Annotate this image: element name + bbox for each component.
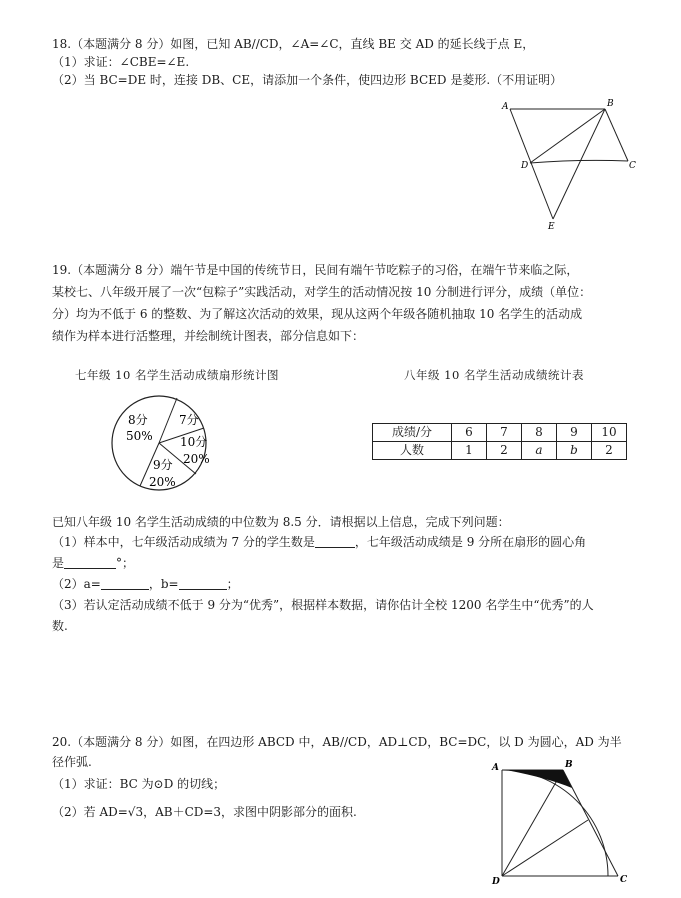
pie-slice-9-pct: 20% bbox=[149, 475, 176, 489]
label-a: A bbox=[492, 763, 499, 773]
answer-blank-a[interactable] bbox=[101, 577, 149, 590]
table-header-cell: 7 bbox=[487, 424, 522, 442]
arc-centered-d bbox=[502, 770, 608, 876]
table-cell: 2 bbox=[487, 442, 522, 460]
table-title: 八年级 10 名学生活动成绩统计表 bbox=[404, 368, 584, 382]
q20-figure bbox=[488, 758, 638, 888]
grade8-stats-table bbox=[372, 423, 627, 460]
q19-line2: 某校七、八年级开展了一次“包粽子”实践活动，对学生的活动情况按 10 分制进行评分，成绩（单位： bbox=[52, 285, 592, 299]
label-b: B bbox=[565, 760, 573, 770]
q19-sub1-text-a: （1）样本中，七年级活动成绩为 7 分的学生数是 bbox=[52, 535, 315, 549]
table-header-cell: 9 bbox=[557, 424, 592, 442]
segment-bc bbox=[605, 109, 628, 161]
table-header-row bbox=[373, 424, 627, 442]
q18-line2: （1）求证：∠CBE=∠E. bbox=[52, 55, 190, 69]
label-d: D bbox=[492, 877, 500, 887]
table-header-cell: 8 bbox=[522, 424, 557, 442]
label-e: E bbox=[548, 222, 555, 232]
q19-sub1-text-b: ，七年级活动成绩是 9 分所在扇形的圆心角 bbox=[354, 535, 587, 549]
label-c: C bbox=[620, 875, 628, 885]
table-header-cell: 成绩/分 bbox=[373, 424, 452, 442]
q19-sub1-text-c: 是 bbox=[52, 556, 65, 570]
label-d: D bbox=[521, 161, 529, 171]
segment-dc bbox=[530, 160, 628, 163]
table-cell: 1 bbox=[452, 442, 487, 460]
q20-line3: （1）求证：BC 为⊙D 的切线； bbox=[52, 777, 226, 791]
pie-divider-8-7 bbox=[159, 398, 177, 443]
pie-chart bbox=[100, 392, 220, 496]
segment-be bbox=[553, 109, 605, 219]
q19-sub1-line bbox=[52, 534, 586, 550]
answer-blank-angle[interactable] bbox=[64, 556, 116, 569]
shaded-region bbox=[506, 770, 572, 788]
pie-slice-10-pct: 20% bbox=[183, 452, 210, 466]
table-cell: b bbox=[557, 442, 592, 460]
table-header-cell: 10 bbox=[592, 424, 627, 442]
table-cell: a bbox=[522, 442, 557, 460]
q20-line4-text-b: ，AB＋CD=3，求图中阴影部分的面积. bbox=[143, 805, 357, 819]
table-row bbox=[373, 442, 627, 460]
segment-d-tangent bbox=[502, 820, 588, 876]
q19-line1: 19.（本题满分 8 分）端午节是中国的传统节日，民间有端午节吃粽子的习俗，在端午节来临之际， bbox=[52, 263, 579, 277]
q19-sub2-text-b: ，b= bbox=[148, 577, 179, 591]
pie-slice-9-label: 9分 bbox=[153, 458, 173, 472]
q20-line4-text-a: （2）若 AD= bbox=[52, 805, 128, 819]
answer-blank-b[interactable] bbox=[179, 577, 227, 590]
segment-db bbox=[502, 770, 563, 876]
table-header-cell: 6 bbox=[452, 424, 487, 442]
q19-sub3-line1: （3）若认定活动成绩不低于 9 分为“优秀”，根据样本数据，请你估计全校 1200 名学生中“优秀”的人 bbox=[52, 598, 594, 612]
label-a: A bbox=[502, 102, 509, 112]
q18-figure bbox=[490, 95, 650, 235]
q19-after1: 已知八年级 10 名学生活动成绩的中位数为 8.5 分．请根据以上信息，完成下列问题： bbox=[52, 515, 510, 529]
pie-slice-10-label: 10分 bbox=[180, 435, 208, 449]
q18-line3: （2）当 BC=DE 时，连接 DB、CE，请添加一个条件，使四边形 BCED 是菱形.（不用证明） bbox=[52, 73, 563, 87]
answer-blank-7-count[interactable] bbox=[315, 535, 355, 548]
q20-line4 bbox=[52, 804, 357, 820]
pie-title: 七年级 10 名学生活动成绩扇形统计图 bbox=[75, 368, 279, 382]
q20-line2: 径作弧. bbox=[52, 755, 92, 769]
pie-slice-8-label: 8分 bbox=[128, 413, 148, 427]
segment-ae bbox=[510, 109, 553, 219]
q19-sub3-line2: 数. bbox=[52, 619, 68, 633]
q19-sub2-text-c: ； bbox=[226, 577, 239, 591]
segment-bc bbox=[563, 770, 618, 876]
label-c: C bbox=[629, 161, 636, 171]
segment-db bbox=[530, 109, 605, 163]
pie-slice-7-label: 7分 bbox=[179, 413, 199, 427]
sqrt-three: √3 bbox=[127, 805, 144, 819]
q19-sub1-line2 bbox=[52, 555, 134, 571]
q19-line4: 绩作为样本进行活整理，并绘制统计图表，部分信息如下： bbox=[52, 329, 365, 343]
q20-line1: 20.（本题满分 8 分）如图，在四边形 ABCD 中，AB//CD，AD⊥CD，BC=DC，以 D 为圆心，AD 为半 bbox=[52, 735, 622, 749]
pie-slice-8-pct: 50% bbox=[126, 429, 153, 443]
q19-sub2-text-a: （2）a= bbox=[52, 577, 101, 591]
table-cell: 人数 bbox=[373, 442, 452, 460]
q19-sub2-line bbox=[52, 576, 239, 592]
q19-line3: 分）均为不低于 6 的整数、为了解这次活动的效果，现从这两个年级各随机抽取 10 名学生的活动成 bbox=[52, 307, 583, 321]
q19-sub1-text-d: °； bbox=[116, 556, 135, 570]
label-b: B bbox=[607, 99, 614, 109]
q18-line1: 18.（本题满分 8 分）如图，已知 AB//CD，∠A=∠C，直线 BE 交 AD 的延长线于点 E， bbox=[52, 37, 535, 51]
table-cell: 2 bbox=[592, 442, 627, 460]
